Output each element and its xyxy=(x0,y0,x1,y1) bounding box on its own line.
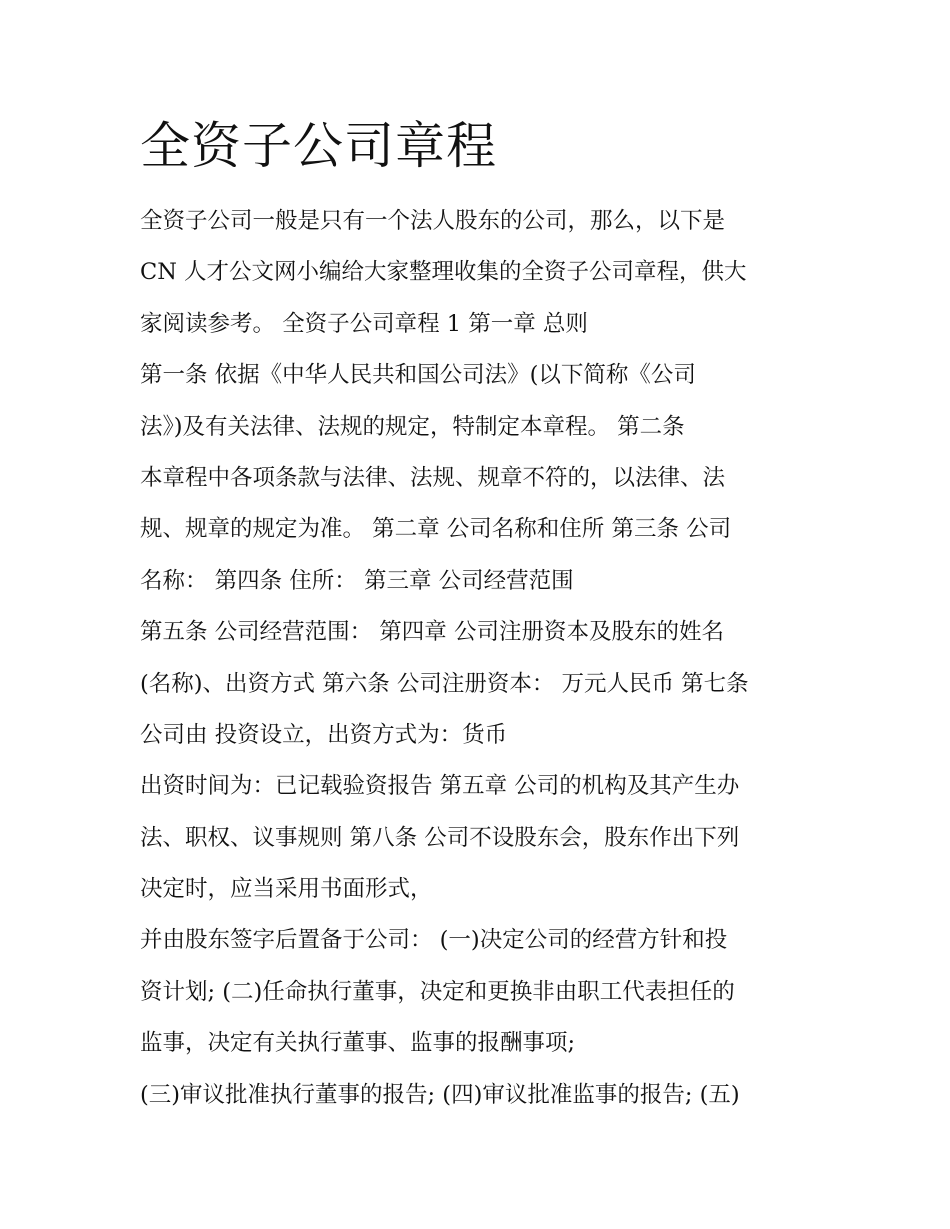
body-line: 第一条 依据《中华人民共和国公司法》(以下简称《公司 xyxy=(140,362,696,389)
body-line: 公司由 投资设立，出资方式为：货币 xyxy=(140,721,508,748)
body-line: 第五条 公司经营范围： 第四章 公司注册资本及股东的姓名 xyxy=(140,619,724,646)
body-line: 资计划; (二)任命执行董事，决定和更换非由职工代表担任的 xyxy=(140,978,735,1005)
body-line: (三)审议批准执行董事的报告; (四)审议批准监事的报告; (五) xyxy=(140,1081,740,1108)
body-line: 决定时，应当采用书面形式， xyxy=(140,876,433,903)
body-line: 名称： 第四条 住所： 第三章 公司经营范围 xyxy=(140,567,574,594)
body-line: (名称)、出资方式 第六条 公司注册资本： 万元人民币 第七条 xyxy=(140,670,749,697)
body-line: 家阅读参考。 全资子公司章程 1 第一章 总则 xyxy=(140,310,588,337)
body-line: CN 人才公文网小编给大家整理收集的全资子公司章程，供大 xyxy=(140,259,747,286)
body-line: 本章程中各项条款与法律、法规、规章不符的，以法律、法 xyxy=(140,464,726,491)
body-line: 法》)及有关法律、法规的规定，特制定本章程。 第二条 xyxy=(140,413,685,440)
document-title: 全资子公司章程 xyxy=(140,117,497,175)
body-line: 出资时间为：已记载验资报告 第五章 公司的机构及其产生办 xyxy=(140,773,740,800)
body-line: 法、职权、议事规则 第八条 公司不设股东会，股东作出下列 xyxy=(140,824,740,851)
body-line: 并由股东签字后置备于公司： (一)决定公司的经营方针和投 xyxy=(140,927,728,954)
body-line: 全资子公司一般是只有一个法人股东的公司，那么，以下是 xyxy=(140,208,726,234)
body-line: 规、规章的规定为准。 第二章 公司名称和住所 第三条 公司 xyxy=(140,516,732,543)
body-line: 监事，决定有关执行董事、监事的报酬事项; xyxy=(140,1030,576,1057)
document-body xyxy=(140,196,840,1121)
